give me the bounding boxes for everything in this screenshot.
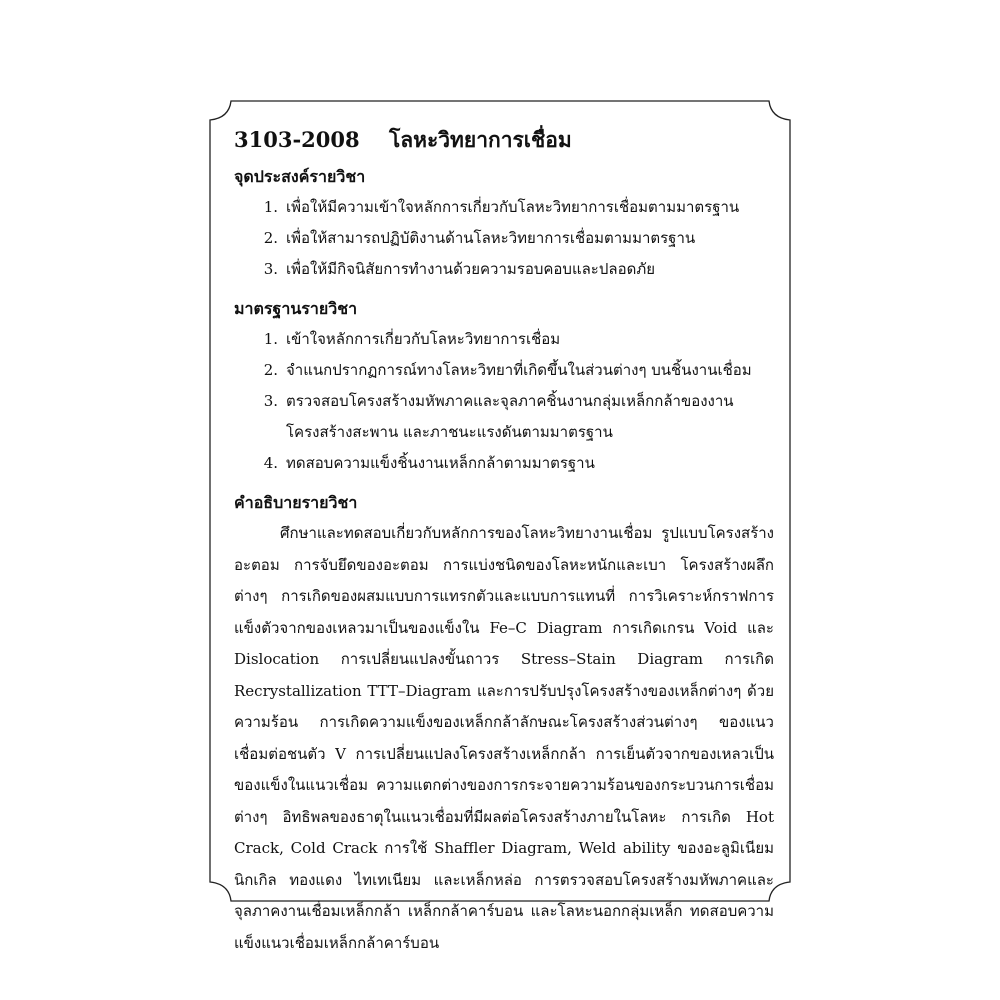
list-item: [234, 254, 774, 285]
objectives-heading: จุดประสงค์รายวิชา: [234, 167, 366, 186]
list-item: [234, 324, 774, 355]
description-heading: คำอธิบายรายวิชา: [234, 493, 358, 512]
item-number: 1.: [263, 330, 278, 348]
course-description-page: [234, 118, 774, 959]
description-paragraph: ศึกษาและทดสอบเกี่ยวกับหลักการของโลหะวิทยางานเชื่อม รูปแบบโครงสร้างอะตอม การจับยึดของอะตอม การแบ่งชนิดของโลหะหนักและเบา โครงสร้างผลึกต่างๆ การเกิดของผสมแบบการแทรกตัวและแบบการแทนที่ การวิเคราะห์กราฟการแข็งตัวจากของเหลวมาเป็นของแข็งใน Fe–C Diagram การเกิดเกรน Void และ Dislocation การเปลี่ยนแปลงขั้นถาวร Stress–Stain Diagram การเกิด Recrystallization TTT–Diagram และการปรับปรุงโครงสร้างของเหล็กต่างๆ ด้วยความร้อน การเกิดความแข็งของเหล็กกล้าลักษณะโครงสร้างส่วนต่างๆ ของแนวเชื่อมต่อชนตัว V การเปลี่ยนแปลงโครงสร้างเหล็กกล้า การเย็นตัวจากของเหลวเป็นของแข็งในแนวเชื่อม ความแตกต่างของการกระจายความร้อนของกระบวนการเชื่อมต่างๆ อิทธิพลของธาตุในแนวเชื่อมที่มีผลต่อโครงสร้างภายในโลหะ การเกิด Hot Crack, Cold Crack การใช้ Shaffler Diagram, Weld ability ของอะลูมิเนียม นิกเกิล ทองแดง ไทเทเนียม และเหล็กหล่อ การตรวจสอบโครงสร้างมหัพภาคและจุลภาคงานเชื่อมเหล็กกล้า เหล็กกล้าคาร์บอน และโลหะนอกกลุ่มเหล็ก ทดสอบความแข็งแนวเชื่อมเหล็กกล้าคาร์บอน: [234, 524, 774, 952]
list-item: [234, 223, 774, 254]
list-item: [234, 448, 774, 479]
course-code: 3103-2008: [234, 127, 360, 152]
standards-list: [234, 324, 774, 479]
item-text: เข้าใจหลักการเกี่ยวกับโลหะวิทยาการเชื่อม: [286, 330, 561, 348]
item-number: 4.: [263, 454, 278, 472]
item-text: เพื่อให้มีความเข้าใจหลักการเกี่ยวกับโลหะวิทยาการเชื่อมตามมาตรฐาน: [286, 198, 740, 216]
item-number: 3.: [263, 392, 278, 410]
course-title: โลหะวิทยาการเชื่อม: [389, 127, 572, 152]
item-number: 2.: [263, 229, 278, 247]
list-item: [234, 355, 774, 386]
item-text: ตรวจสอบโครงสร้างมหัพภาคและจุลภาคชิ้นงานกลุ่มเหล็กกล้าของงานโครงสร้างสะพาน และภาชนะแรงดันตามมาตรฐาน: [286, 392, 734, 441]
item-text: ทดสอบความแข็งชิ้นงานเหล็กกล้าตามมาตรฐาน: [286, 454, 595, 472]
item-text: จำแนกปรากฏการณ์ทางโลหะวิทยาที่เกิดขึ้นในส่วนต่างๆ บนชิ้นงานเชื่อม: [286, 361, 752, 379]
objectives-list: [234, 192, 774, 285]
standards-heading: มาตรฐานรายวิชา: [234, 299, 358, 318]
item-text: เพื่อให้สามารถปฏิบัติงานด้านโลหะวิทยาการเชื่อมตามมาตรฐาน: [286, 229, 696, 247]
item-text: เพื่อให้มีกิจนิสัยการทำงานด้วยความรอบคอบและปลอดภัย: [286, 260, 655, 278]
list-item: [234, 192, 774, 223]
course-title-row: [234, 118, 774, 162]
item-number: 2.: [263, 361, 278, 379]
list-item: [234, 386, 774, 448]
item-number: 1.: [263, 198, 278, 216]
item-number: 3.: [263, 260, 278, 278]
